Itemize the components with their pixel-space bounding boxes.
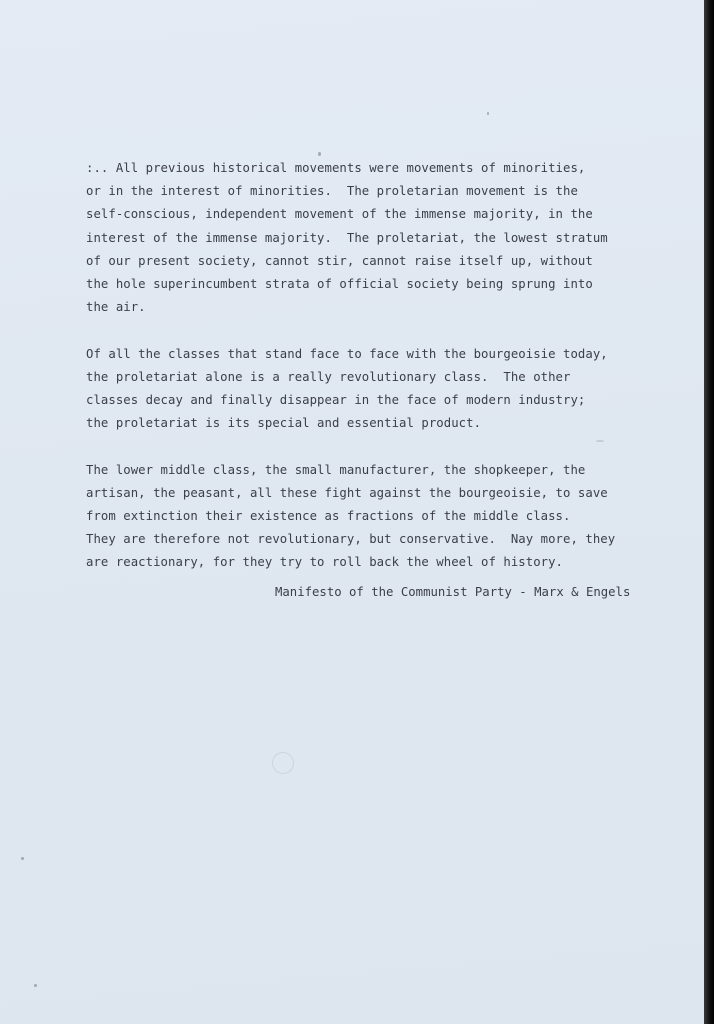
paper-speck (318, 152, 321, 156)
text-line: The lower middle class, the small manufacturer, the shopkeeper, the (86, 462, 586, 477)
paper-speck (596, 440, 604, 442)
paragraph-1 (86, 157, 646, 319)
paragraph-3 (86, 459, 646, 575)
text-line: self-conscious, independent movement of the immense majority, in the (86, 207, 593, 222)
paper-speck (21, 857, 24, 860)
paper-smudge (272, 752, 294, 774)
text-line: of our present society, cannot stir, cannot raise itself up, without (86, 253, 593, 268)
text-line: the proletariat is its special and essential product. (86, 416, 482, 431)
text-line: or in the interest of minorities. The proletarian movement is the (86, 184, 578, 199)
text-line: from extinction their existence as fractions of the middle class. (86, 509, 571, 524)
attribution-line: Manifesto of the Communist Party - Marx & Engels (275, 585, 631, 599)
text-line: They are therefore not revolutionary, but conservative. Nay more, they (86, 532, 616, 547)
text-line: interest of the immense majority. The proletariat, the lowest stratum (86, 230, 608, 245)
paper-speck (34, 984, 37, 987)
text-line: classes decay and finally disappear in the face of modern industry; (86, 393, 586, 408)
text-line: Of all the classes that stand face to face with the bourgeoisie today, (86, 346, 608, 361)
paragraph-2 (86, 343, 646, 436)
text-line: are reactionary, for they try to roll back the wheel of history. (86, 555, 564, 570)
text-line: :.. All previous historical movements were movements of minorities, (86, 161, 586, 175)
text-line: the air. (86, 300, 146, 315)
text-line: artisan, the peasant, all these fight against the bourgeoisie, to save (86, 485, 608, 500)
paper-speck (487, 112, 489, 115)
page-edge-shadow (704, 0, 714, 1024)
text-line: the proletariat alone is a really revolutionary class. The other (86, 369, 571, 384)
text-line: the hole superincumbent strata of official society being sprung into (86, 277, 593, 292)
quote-text-block (86, 157, 646, 598)
